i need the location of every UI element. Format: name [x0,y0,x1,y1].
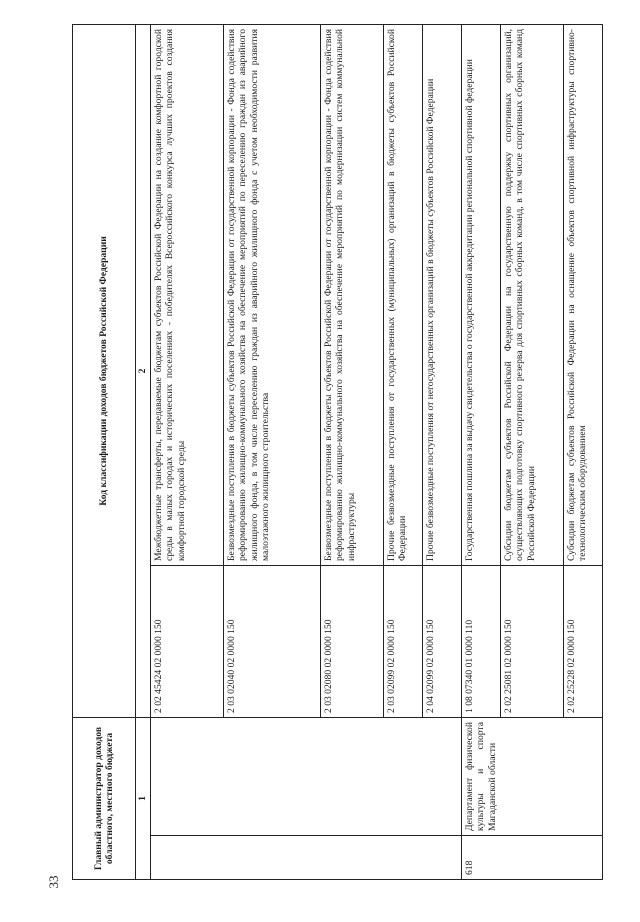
revenue-code-cell: 2 03 02099 02 0000 150 [384,566,423,718]
column-number-row [136,25,151,880]
column-number-1: 1 [136,718,151,880]
revenue-text-cell: Государственная пошлина за выдачу свидетельства о государственной аккредитации региональной спортивной федерации [462,25,501,566]
revenue-code-cell: 2 02 45424 02 0000 150 [151,566,224,718]
revenue-code-cell: 2 02 25228 02 0000 150 [564,566,603,718]
table-row [462,25,501,880]
column-number-2: 2 [136,25,151,718]
revenue-code-cell: 2 04 02099 02 0000 150 [423,566,462,718]
revenue-code-cell: 1 08 07340 01 0000 110 [462,566,501,718]
revenue-code-cell: 2 03 02040 02 0000 150 [224,566,321,718]
table-header-row [73,25,136,880]
admin-code-cell [151,836,462,880]
admin-name-cell [151,718,462,836]
revenue-text-cell: Безвозмездные поступления в бюджеты субъектов Российской Федерации от государственной корпорации - Фонда содействия реформированию жилищно-коммунального хозяйства на обеспечение мероприятий по модернизации систем коммунальной инфраструктуры [321,25,384,566]
header-admin: Главный администратор доходов областного, местного бюджета [73,718,136,880]
table-row [151,25,224,880]
revenue-text-cell: Субсидии бюджетам субъектов Российской Федерации на государственную поддержку спортивных организаций, осуществляющих подготовку спортивного резерва для спортивных сборных команд, в том числе спортивных сборных команд Российской Федерации [501,25,564,566]
revenue-text-cell: Субсидии бюджетам субъектов Российской Федерации на оснащение объектов спортивной инфраструктуры спортивно-технологическим оборудованием [564,25,603,566]
revenue-code-cell: 2 02 25081 02 0000 150 [501,566,564,718]
revenue-classification-table [72,24,603,880]
rotated-page [72,25,613,880]
admin-name-cell: Департамент физической культуры и спорта Магаданской области [462,718,603,836]
revenue-code-cell: 2 03 02080 02 0000 150 [321,566,384,718]
page-number: 33 [46,875,61,889]
admin-code-cell: 618 [462,836,603,880]
header-classification: Код классификации доходов бюджетов Российской Федерации [73,25,136,718]
revenue-text-cell: Прочие безвозмездные поступления от негосударственных организаций в бюджеты субъектов Российской Федерации [423,25,462,566]
revenue-text-cell: Прочие безвозмездные поступления от государственных (муниципальных) организаций в бюджеты субъектов Российской Федерации [384,25,423,566]
revenue-text-cell: Безвозмездные поступления в бюджеты субъектов Российской Федерации от государственной корпорации - Фонда содействия реформированию жилищно-коммунального хозяйства на обеспечение мероприятий по переселению граждан из аварийного жилищного фонда, в том числе переселению граждан из аварийного жилищного фонда с учетом необходимости развития малоэтажного жилищного строительства [224,25,321,566]
revenue-text-cell: Межбюджетные трансферты, передаваемые бюджетам субъектов Российской Федерации на создание комфортной городской среды в малых городах и исторических поселениях - победителях Всероссийского конкурса лучших проектов создания комфортной городской среды [151,25,224,566]
